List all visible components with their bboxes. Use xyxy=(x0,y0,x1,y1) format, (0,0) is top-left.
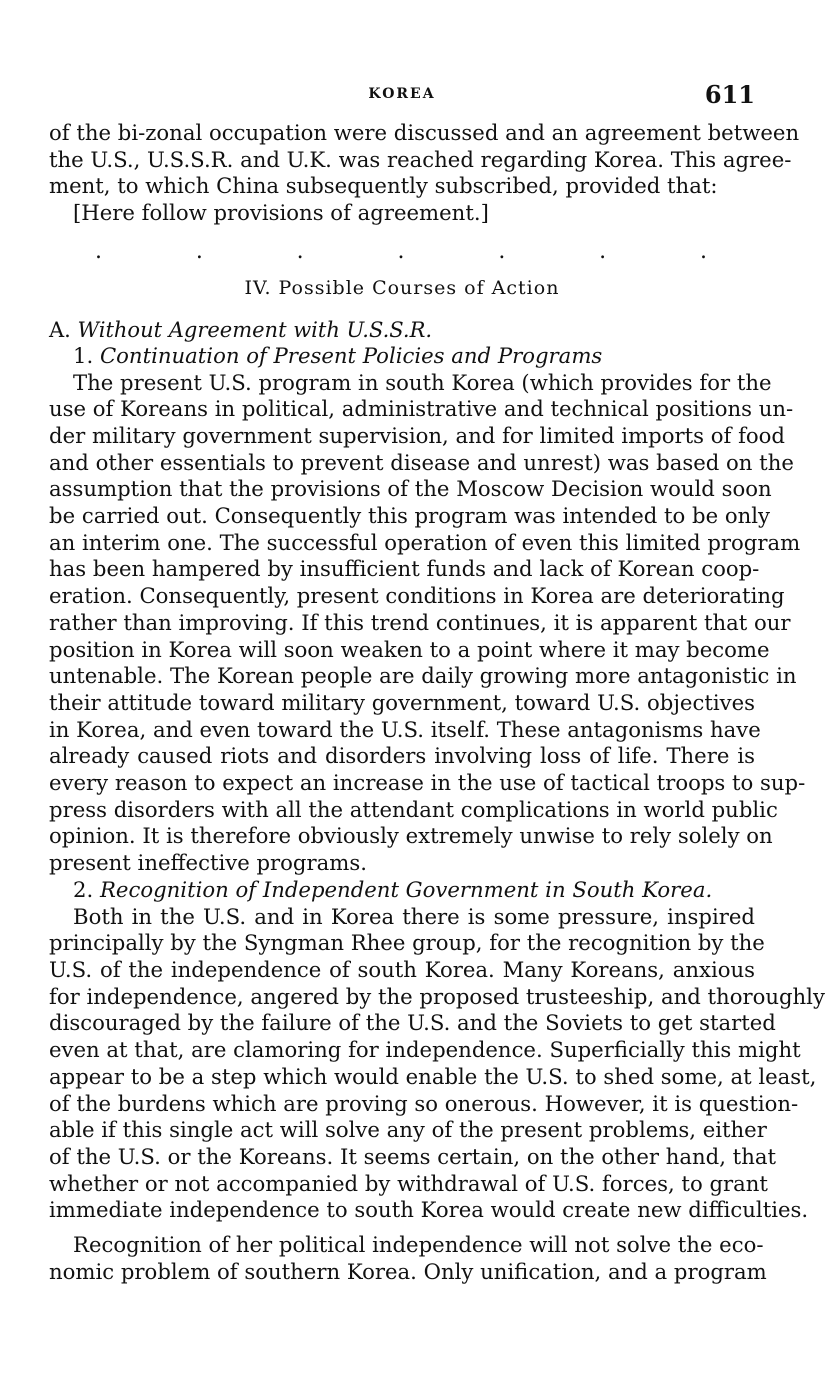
ellipsis-dot: . xyxy=(699,238,707,264)
text-line: already caused riots and disorders involving loss of life. There is xyxy=(49,743,755,769)
subheading-1 xyxy=(49,343,755,370)
heading-a xyxy=(49,317,755,343)
text-line: of the bi-zonal occupation were discussed and an agreement between xyxy=(49,120,800,145)
text-line: for independence, angered by the proposed trusteeship, and thoroughly xyxy=(49,983,825,1009)
ellipsis-dot: . xyxy=(498,238,506,264)
ellipsis-dot: . xyxy=(195,238,203,264)
text-line: eration. Consequently, present conditions in Korea are deteriorating xyxy=(49,583,785,609)
text-line: able if this single act will solve any of the present problems, either xyxy=(49,1117,767,1143)
text-line: has been hampered by insufficient funds and lack of Korean coop- xyxy=(49,556,760,582)
text-line: use of Koreans in political, administrative and technical positions un- xyxy=(49,396,794,422)
paragraph-recognition xyxy=(49,903,825,1224)
page-number: 611 xyxy=(704,80,755,109)
section-heading: IV. Possible Courses of Action xyxy=(244,276,560,299)
text-line: of the U.S. or the Koreans. It seems certain, on the other hand, that xyxy=(49,1143,776,1169)
subheading-1-number: 1. xyxy=(73,342,94,368)
document-page xyxy=(49,80,825,1285)
text-line: even at that, are clamoring for independence. Superficially this might xyxy=(49,1037,801,1063)
running-head: KOREA xyxy=(368,86,436,102)
text-line: whether or not accompanied by withdrawal of U.S. forces, to grant xyxy=(49,1170,768,1196)
text-line: ment, to which China subsequently subscribed, provided that: xyxy=(49,173,718,199)
text-line: the U.S., U.S.S.R. and U.K. was reached regarding Korea. This agree- xyxy=(49,146,792,172)
text-line: rather than improving. If this trend continues, it is apparent that our xyxy=(49,609,791,635)
text-line: principally by the Syngman Rhee group, for the recognition by the xyxy=(49,930,765,956)
text-line: The present U.S. program in south Korea (which provides for the xyxy=(73,369,772,395)
subheading-2-text: Recognition of Independent Government in South Korea. xyxy=(99,876,713,902)
bracket-note: [Here follow provisions of agreement.] xyxy=(73,200,489,226)
ellipsis-dot: . xyxy=(95,238,102,264)
heading-a-text: Without Agreement with U.S.S.R. xyxy=(77,317,433,342)
subheading-2-number: 2. xyxy=(73,876,94,902)
text-line: U.S. of the independence of south Korea. Many Koreans, anxious xyxy=(49,956,755,982)
text-line: immediate independence to south Korea would create new difficulties. xyxy=(49,1197,809,1223)
ellipsis-dot: . xyxy=(296,238,304,264)
text-line: Both in the U.S. and in Korea there is some pressure, inspired xyxy=(73,903,755,929)
text-line: present ineffective programs. xyxy=(49,850,367,876)
intro-paragraph xyxy=(49,120,800,227)
text-line: every reason to expect an increase in the use of tactical troops to sup- xyxy=(49,770,806,796)
text-line: their attitude toward military government, toward U.S. objectives xyxy=(49,689,755,715)
text-line: an interim one. The successful operation of even this limited program xyxy=(49,529,801,555)
ellipsis-dot: . xyxy=(397,238,405,264)
ellipsis-divider xyxy=(49,227,755,265)
paragraph-economic xyxy=(49,1232,767,1285)
text-line: discouraged by the failure of the U.S. and the Soviets to get started xyxy=(49,1010,776,1036)
text-line: in Korea, and even toward the U.S. itself. These antagonisms have xyxy=(49,716,761,742)
text-line: untenable. The Korean people are daily growing more antagonistic in xyxy=(49,663,797,689)
text-line: position in Korea will soon weaken to a point where it may become xyxy=(49,636,770,662)
text-line: assumption that the provisions of the Moscow Decision would soon xyxy=(49,476,772,502)
text-line: nomic problem of southern Korea. Only unification, and a program xyxy=(49,1258,767,1284)
text-line: opinion. It is therefore obviously extremely unwise to rely solely on xyxy=(49,823,773,849)
page-header xyxy=(49,80,755,120)
text-line: appear to be a step which would enable the U.S. to shed some, at least, xyxy=(49,1063,817,1089)
ellipsis-dot: . xyxy=(599,238,607,264)
text-line: der military government supervision, and for limited imports of food xyxy=(49,422,785,448)
text-line: of the burdens which are proving so onerous. However, it is question- xyxy=(49,1090,799,1116)
heading-a-label: A. xyxy=(49,317,71,342)
paragraph-continuation xyxy=(49,369,806,877)
text-line: press disorders with all the attendant complications in world public xyxy=(49,796,778,822)
subheading-1-text: Continuation of Present Policies and Programs xyxy=(99,342,603,368)
subheading-2 xyxy=(49,877,755,904)
text-line: be carried out. Consequently this program was intended to be only xyxy=(49,503,771,529)
text-line: Recognition of her political independence will not solve the eco- xyxy=(73,1232,764,1258)
text-line: and other essentials to prevent disease and unrest) was based on the xyxy=(49,449,794,475)
